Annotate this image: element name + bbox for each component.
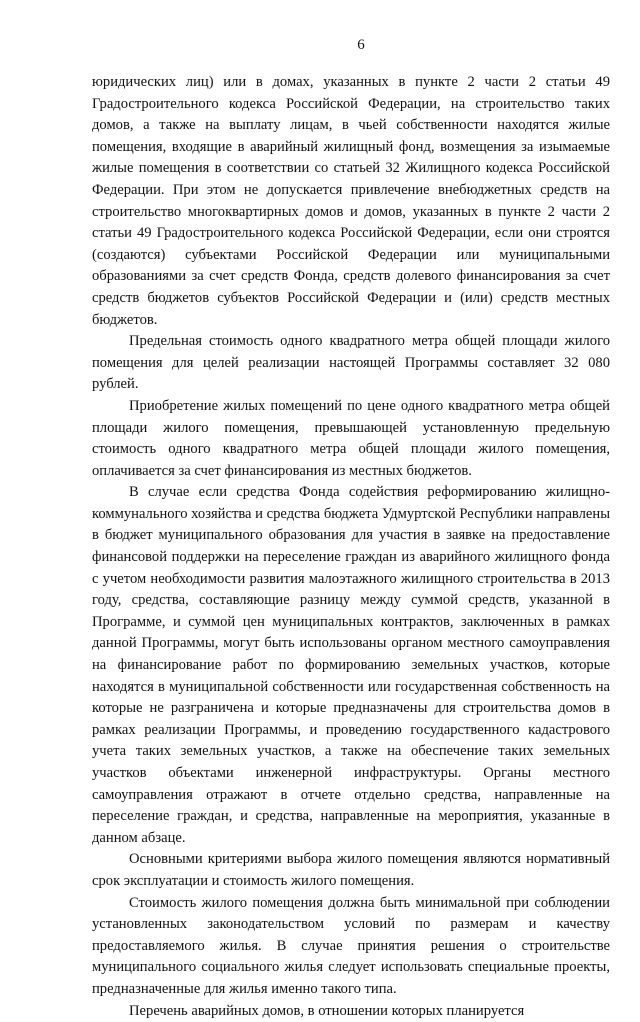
paragraph-fund-usage: В случае если средства Фонда содействия реформированию жилищно-коммунального хозяйства и средства бюджета Удмуртской Республики направлены в бюджет муниципального образования для участия в заявке на предоставление финансовой поддержки на переселение граждан из аварийного жилищного фонда с учетом необходимости развития малоэтажного жилищного строительства в 2013 году, средства, составляющие разницу между суммой средств, указанной в Программе, и суммой цен муниципальных контрактов, заключенных в рамках данной Программы, могут быть использованы органом местного самоуправления на финансирование работ по формированию земельных участков, которые находятся в муниципальной собственности или государственная собственность на которые не разграничена и которые предназначены для строительства домов в рамках реализации Программы, и проведению государственного кадастрового учета таких земельных участков, а также на обеспечение таких земельных участков объектами инженерной инфраструктуры. Органы местного самоуправления отражают в отчете отдельно средства, направленные на переселение граждан, и средства, направленные на мероприятия, указанные в данном абзаце. [92,484,610,846]
paragraph-housing-cost: Стоимость жилого помещения должна быть минимальной при соблюдении установленных законодательством условий по размерам и качеству предоставляемого жилья. В случае принятия решения о строительстве муниципального социального жилья следует использовать специальные проекты, предназначенные для жилья именно такого типа. [92,894,610,997]
document-body [92,72,610,1022]
paragraph-max-price: Предельная стоимость одного квадратного метра общей площади жилого помещения для целей реализации настоящей Программы составляет 32 080 рублей. [92,333,610,393]
paragraph-selection-criteria: Основными критериями выбора жилого помещения являются нормативный срок эксплуатации и стоимость жилого помещения. [92,851,610,889]
paragraph-purchase-excess: Приобретение жилых помещений по цене одного квадратного метра общей площади жилого помещения, превышающей установленную предельную стоимость одного квадратного метра общей площади жилого помещения, оплачивается за счет финансирования из местных бюджетов. [92,397,610,479]
paragraph-emergency-houses-list: Перечень аварийных домов, в отношении которых планируется [129,1002,525,1019]
paragraph-continuation: юридических лиц) или в домах, указанных в пункте 2 части 2 статьи 49 Градостроительного кодекса Российской Федерации, на строительство таких домов, а также на выплату лицам, в чьей собственности находятся жилые помещения, входящие в аварийный жилищный фонд, возмещения за изымаемые жилые помещения в соответствии со статьей 32 Жилищного кодекса Российской Федерации. При этом не допускается привлечение внебюджетных средств на строительство многоквартирных домов и домов, указанных в пункте 2 части 2 статьи 49 Градостроительного кодекса Российской Федерации, если они строятся (создаются) субъектами Российской Федерации или муниципальными образованиями за счет средств Фонда, средств долевого финансирования за счет средств бюджетов субъектов Российской Федерации и (или) средств местных бюджетов. [92,74,610,328]
page-number: 6 [357,37,365,53]
